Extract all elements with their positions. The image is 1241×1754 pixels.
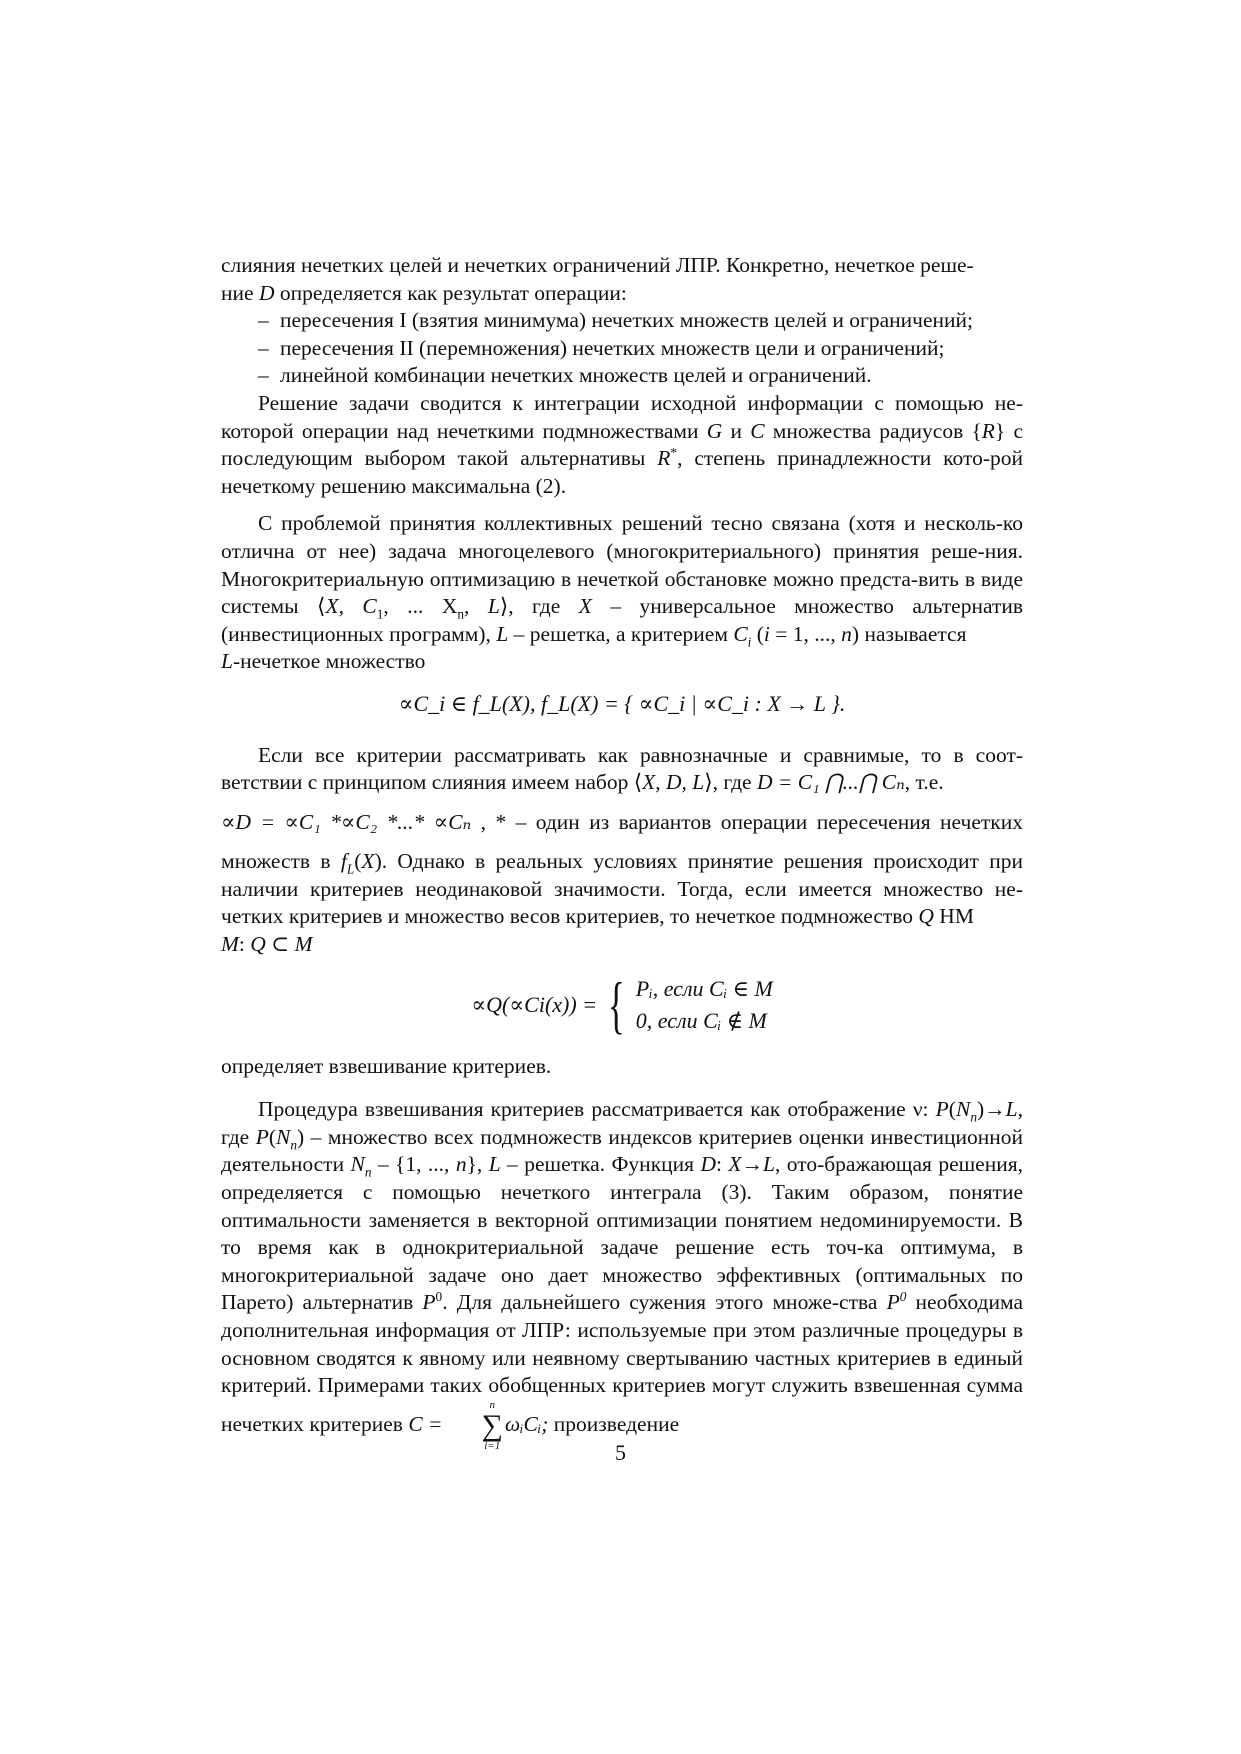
list-item: – пересечения II (перемножения) нечетких множеств цели и ограничений; <box>258 335 1023 363</box>
paragraph-2: Решение задачи сводится к интеграции исходной информации с помощью не-которой операции над нечеткими подмножествами G и C множества радиусов {R} с последующим выбором такой альтернативы R*, степень принадлежности кото-рой нечеткому решению максимальна (2). <box>221 390 1024 498</box>
paragraph-8: Процедура взвешивания критериев рассматривается как отображение ν: $P(N_n)\to L$, где $P(N_n)$ – множество всех подмножеств индексов критериев оценки инвестиционной деятельности $N_n - \{1$, ..., n}, L – решетка. Функция D: X→L, ото-бражающая решения, определяется с помощью нечеткого интеграла (3). Таким образом, понятие оптимальности заменяется в векторной оптимизации понятием недоминируемости. В то время как в однокритериальной задаче решение есть точ-ка оптимума, в многокритериальной задаче оно дает множество эффективных (оптимальных по Парето) альтернатив $P^0$. Для дальнейшего сужения этого множе-ства $P^0$ необходима дополнительная информация от ЛПР: используемые при этом различные процедуры в основном сводятся к явному или неявному свертыванию частных критериев в единый критерий. Примерами таких обобщенных критериев могут служить взвешенная сумма нечетких критериев C = n ∑ i=1 ωᵢCᵢ; произведение <box>221 1097 1023 1452</box>
paragraph-3: С проблемой принятия коллективных решений тесно связана (хотя и несколь-ко отлична от нее) задача многоцелевого (многокритериального) принятия реше-ния. Многокритериальную оптимизацию в нечеткой обстановке можно предста-вить в виде системы ⟨X, $C_1$, ... $X_n$, L⟩, где X – универсальное множество альтернатив (инвестиционных программ), L – решетка, а критерием $C_i$ (i = 1, ..., n) называется L-нечеткое множество <box>221 511 1024 674</box>
list-item: – пересечения I (взятия минимума) нечетких множеств целей и ограничений; <box>258 307 1023 335</box>
paragraph-6: множеств в $f_L(X)$. Однако в реальных условиях принятие решения происходит при наличии критериев неодинаковой значимости. Тогда, если имеется множество не-четких критериев и множество весов критериев, то нечеткое подмножество Q НМ M: Q ⊂ M <box>221 849 1023 957</box>
paragraph-1: слияния нечетких целей и нечетких ограничений ЛПР. Конкретно, нечеткое реше- ние D определяется как результат операции: <box>221 253 974 305</box>
paragraph-7: определяет взвешивание критериев. <box>221 1053 552 1078</box>
brace: { <box>607 968 625 1040</box>
paragraph-4: Если все критерии рассматривать как равнозначные и сравнимые, то в соот-ветствии с принципом слияния имеем набор ⟨X, D, L⟩, где D = C₁ ⋂...⋂ Cₙ, т.е. <box>221 742 1023 795</box>
formula-weighting-system: ∝Q(∝Ci(x)) = { Pᵢ, если Cᵢ ∈ M 0, если Cᵢ ∉ M <box>471 968 773 1040</box>
sum-symbol: n ∑ i=1 <box>481 1398 503 1452</box>
cases: Pᵢ, если Cᵢ ∈ M 0, если Cᵢ ∉ M <box>635 975 773 1033</box>
page-number: 5 <box>615 1440 626 1465</box>
list-item: – линейной комбинации нечетких множеств целей и ограничений. <box>258 362 1023 390</box>
text-column <box>221 252 1023 1452</box>
operations-list <box>221 307 1023 390</box>
formula-membership: ∝C_i ∈ f_L(X), f_L(X) = { ∝C_i | ∝C_i : X → L }. <box>398 690 846 716</box>
formula-intersection-line: ∝D = ∝C₁ *∝C₂ *...* ∝Cₙ , * – один из вариантов операции пересечения нечетких <box>221 809 1024 834</box>
